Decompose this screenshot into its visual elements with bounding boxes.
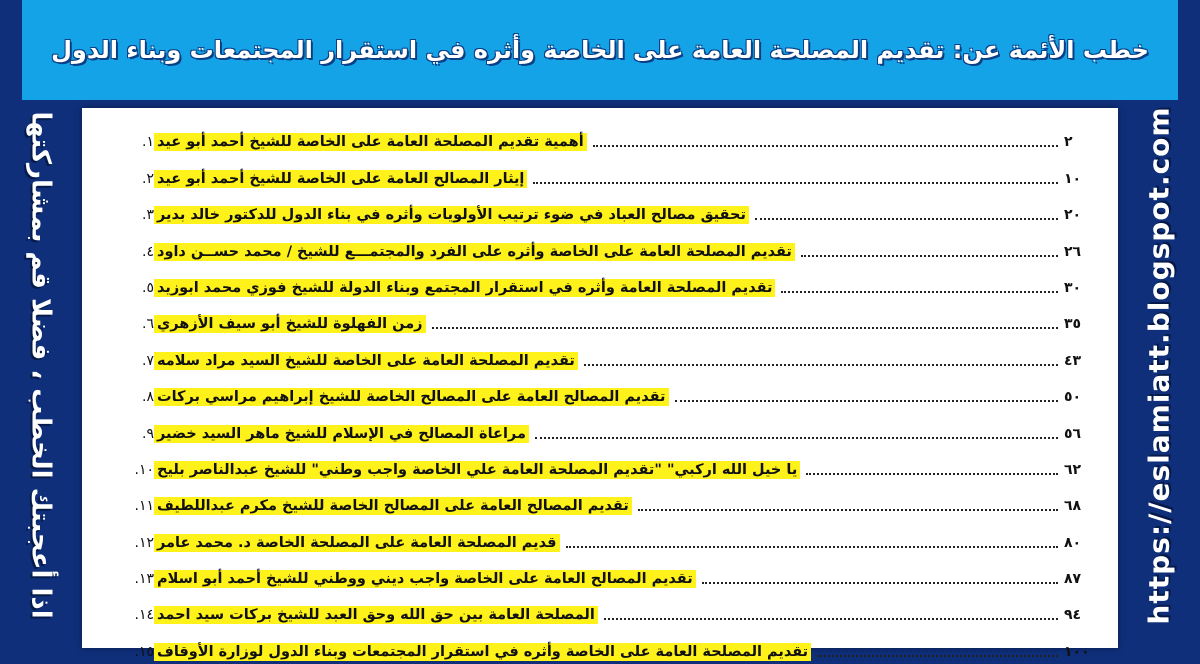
toc-entry-title: تقديم المصالح العامة على الخاصة واجب ديني ووطني للشيخ أحمد أبو اسلام [154,570,696,588]
toc-entry-page: ٦٢ [1064,461,1082,478]
toc-entry-page: ٢٦ [1064,243,1082,260]
toc-entry [110,591,1102,627]
toc-entry-page: ٨٠ [1064,534,1082,551]
toc-entry-number: ١٣. [134,571,154,588]
toc-entry-title: تقديم المصالح العامة على المصالح الخاصة للشيخ إبراهيم مراسي بركات [154,388,669,406]
toc-dot-leader [432,327,1058,329]
toc-entry [110,154,1102,190]
toc-entry-number: ٤. [142,243,154,260]
toc-entry-page: ٢٠ [1064,207,1082,224]
toc-entry-title: تقديم المصلحة العامة على الخاصة وأثره في استقرار المجتمعات وبناء الدول لوزارة الأوقاف [154,643,811,661]
toc-entry-number: ٨. [142,389,154,406]
toc-entry-page: ١٠٠ [1064,643,1090,660]
toc-dot-leader [755,218,1058,220]
toc-dot-leader [817,655,1058,657]
toc-entry-title: مراعاة المصالح في الإسلام للشيخ ماهر السيد خضير [154,425,529,443]
toc-entry-title: المصلحة العامة بين حق الله وحق العبد للشيخ بركات سيد احمد [154,606,598,624]
toc-entry-number: ١٤. [134,607,154,624]
toc-entry-page: ٣٠ [1064,279,1082,296]
toc-entry-number: ٣. [142,207,154,224]
toc-dot-leader [801,255,1058,257]
toc-entry-number: ٥. [142,279,154,296]
blog-url-text: https://eslamiatt.blogspot.com [1142,105,1176,625]
toc-dot-leader [806,473,1058,475]
toc-entry-number: ٩. [142,425,154,442]
toc-entry-title: تحقيق مصالح العباد في ضوء ترتيب الأولويات وأثره في بناء الدول للدكتور خالد بدير [154,206,749,224]
left-side-strip [0,100,82,630]
toc-entry [110,264,1102,300]
toc-dot-leader [533,182,1058,184]
title-banner [22,0,1178,100]
toc-entry-number: ٧. [142,352,154,369]
toc-entry [110,336,1102,372]
toc-entry-page: ١٠ [1064,170,1082,187]
toc-dot-leader [675,400,1059,402]
toc-entry [110,191,1102,227]
toc-entry-number: ٦. [142,316,154,333]
toc-dot-leader [566,546,1059,548]
document-page [82,108,1118,660]
toc-entry [110,555,1102,591]
toc-entry-page: ٤٣ [1064,352,1082,369]
toc-dot-leader [604,618,1058,620]
toc-entry-number: ٢. [142,170,154,187]
toc-dot-leader [584,364,1058,366]
toc-entry [110,518,1102,554]
toc-entry-title: إيثار المصالح العامة على الخاصة للشيخ أحمد أبو عيد [154,170,527,188]
toc-dot-leader [702,582,1058,584]
toc-entry [110,446,1102,482]
toc-entry-title: زمن الفهلوة للشيخ أبو سيف الأزهري [154,315,426,333]
toc-dot-leader [638,509,1058,511]
toc-entry [110,227,1102,263]
toc-entry [110,300,1102,336]
toc-entry-number: ١٢. [134,534,154,551]
toc-entry-title: أهمية تقديم المصلحة العامة على الخاصة للشيخ أحمد أبو عيد [154,133,587,151]
toc-entry-title: تقديم المصلحة العامة على الخاصة للشيخ السيد مراد سلامه [154,352,578,370]
toc-entry [110,482,1102,518]
toc-entry-number: ١٥. [134,643,154,660]
toc-dot-leader [781,291,1058,293]
toc-entry-title: قديم المصلحة العامة على المصلحة الخاصة د. محمد عامر [154,534,560,552]
toc-entry [110,373,1102,409]
toc-entry [110,118,1102,154]
toc-entry-page: ٣٥ [1064,316,1082,333]
toc-entry-page: ٢ [1064,134,1073,151]
toc-entry-page: ٨٧ [1064,571,1082,588]
toc-entry-number: ١. [142,134,154,151]
toc-entry-title: تقديم المصلحة العامة على الخاصة وأثره على الفرد والمجتمـــع للشيخ / محمد حســن داود [154,243,795,261]
toc-entry [110,409,1102,445]
toc-dot-leader [535,437,1058,439]
toc-entry [110,627,1102,663]
toc-entry-number: ١٠. [134,461,154,478]
toc-entry-title: تقديم المصلحة العامة وأثره في استقرار المجتمع وبناء الدولة للشيخ فوزي محمد ابوزيد [154,279,775,297]
toc-entry-page: ٩٤ [1064,607,1082,624]
toc-entry-page: ٦٨ [1064,498,1082,515]
toc-entry-page: ٥٦ [1064,425,1082,442]
toc-entry-page: ٥٠ [1064,389,1082,406]
toc-dot-leader [593,145,1058,147]
toc-entry-number: ١١. [134,498,154,515]
toc-entry-title: يا خيل الله اركبي" "تقديم المصلحة العامة علي الخاصة واجب وطني" للشيخ عبدالناصر بليح [154,461,800,479]
toc-entry-title: تقديم المصالح العامة على المصالح الخاصة للشيخ مكرم عبداللطيف [154,497,632,515]
banner-title: خطب الأئمة عن: تقديم المصلحة العامة على الخاصة وأثره في استقرار المجتمعات وبناء الدول [51,36,1149,64]
share-prompt-text: اذا أعجبتك الخطب ، فضلا قم بمشاركتها [26,111,56,619]
right-side-strip [1118,100,1200,630]
table-of-contents [110,118,1102,664]
